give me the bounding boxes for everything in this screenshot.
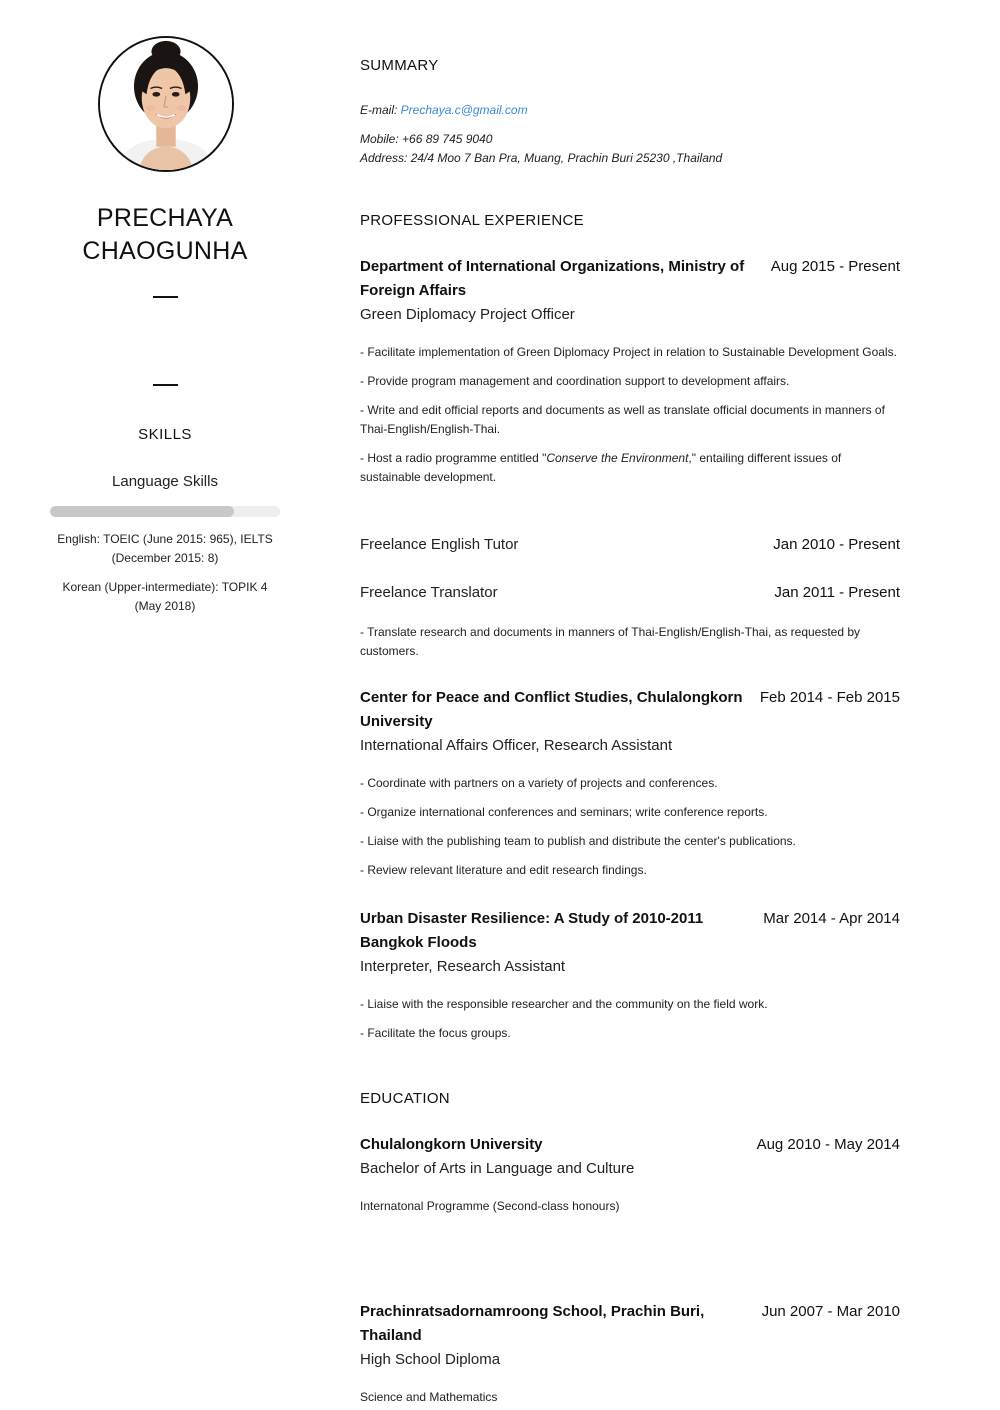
entry-role: Interpreter, Research Assistant bbox=[360, 958, 566, 975]
education-note: Science and Mathematics bbox=[360, 1390, 498, 1404]
bullet-item: - Review relevant literature and edit research findings. bbox=[360, 863, 647, 877]
entry-organization: Center for Peace and Conflict Studies, Chulalongkorn University bbox=[360, 689, 743, 730]
entry-date: Jan 2010 - Present bbox=[773, 536, 900, 553]
profile-portrait-image bbox=[100, 38, 232, 170]
bullet-text: - Host a radio programme entitled " bbox=[360, 451, 547, 465]
experience-entry bbox=[360, 907, 900, 1053]
profile-photo bbox=[98, 36, 234, 172]
entry-organization: Prachinratsadornamroong School, Prachin Buri, Thailand bbox=[360, 1303, 705, 1344]
summary-heading: SUMMARY bbox=[360, 57, 439, 74]
skill-notes bbox=[50, 530, 280, 626]
bullet-item: - Liaise with the responsible researcher and the community on the field work. bbox=[360, 997, 768, 1011]
email-label: E-mail: bbox=[360, 103, 401, 117]
contact-email bbox=[360, 101, 900, 120]
entry-date: Jun 2007 - Mar 2010 bbox=[761, 1303, 900, 1320]
bullet-item: - Coordinate with partners on a variety of projects and conferences. bbox=[360, 776, 718, 790]
profile-last-name: CHAOGUNHA bbox=[82, 237, 248, 265]
entry-role: International Affairs Officer, Research Assistant bbox=[360, 737, 673, 754]
profile-name bbox=[50, 202, 280, 268]
entry-bullets bbox=[360, 343, 900, 487]
entry-role: Freelance English Tutor bbox=[360, 536, 519, 553]
education-entry bbox=[360, 1133, 900, 1226]
experience-entry bbox=[360, 581, 900, 671]
experience-entry bbox=[360, 255, 900, 497]
entry-notes bbox=[360, 1197, 900, 1216]
entry-bullets bbox=[360, 623, 900, 661]
entry-organization: Chulalongkorn University bbox=[360, 1136, 543, 1153]
skill-level-fill bbox=[50, 506, 234, 517]
contact-info bbox=[360, 101, 900, 168]
entry-notes bbox=[360, 1388, 900, 1407]
entry-degree: High School Diploma bbox=[360, 1351, 501, 1368]
skill-level-bar bbox=[50, 506, 280, 517]
divider bbox=[153, 296, 178, 298]
skill-note: Korean (Upper-intermediate): TOPIK 4 (May 2018) bbox=[62, 580, 268, 613]
entry-date: Aug 2010 - May 2014 bbox=[756, 1136, 900, 1153]
entry-date: Aug 2015 - Present bbox=[770, 258, 900, 275]
skills-heading: SKILLS bbox=[138, 426, 192, 443]
bullet-text: ," entailing different issues of sustainable development. bbox=[360, 451, 842, 484]
skill-name: Language Skills bbox=[112, 473, 218, 490]
bullet-item: - Liaise with the publishing team to publish and distribute the center's publications. bbox=[360, 834, 796, 848]
bullet-item: - Write and edit official reports and documents as well as translate official documents in manners of Thai-English/English-Thai. bbox=[360, 403, 885, 436]
email-link[interactable]: Prechaya.c@gmail.com bbox=[400, 103, 528, 117]
entry-bullets bbox=[360, 774, 900, 880]
experience-entry bbox=[360, 686, 900, 890]
contact-mobile: Mobile: +66 89 745 9040 bbox=[360, 132, 493, 146]
entry-organization: Urban Disaster Resilience: A Study of 2010-2011 Bangkok Floods bbox=[360, 910, 704, 951]
entry-role: Freelance Translator bbox=[360, 584, 498, 601]
bullet-item bbox=[360, 449, 900, 487]
experience-entry bbox=[360, 533, 900, 557]
bullet-item: - Facilitate the focus groups. bbox=[360, 1026, 511, 1040]
divider bbox=[153, 384, 178, 386]
education-entry bbox=[360, 1300, 900, 1410]
skill-note: English: TOEIC (June 2015: 965), IELTS (December 2015: 8) bbox=[57, 532, 273, 565]
entry-role: Green Diplomacy Project Officer bbox=[360, 306, 575, 323]
bullet-item: - Provide program management and coordination support to development affairs. bbox=[360, 374, 790, 388]
bullet-item: - Organize international conferences and seminars; write conference reports. bbox=[360, 805, 768, 819]
contact-address: Address: 24/4 Moo 7 Ban Pra, Muang, Prachin Buri 25230 ,Thailand bbox=[360, 151, 723, 165]
bullet-item: - Facilitate implementation of Green Diplomacy Project in relation to Sustainable Development Goals. bbox=[360, 345, 897, 359]
education-heading: EDUCATION bbox=[360, 1090, 450, 1107]
entry-date: Feb 2014 - Feb 2015 bbox=[759, 689, 900, 706]
bullet-italic-title: Conserve the Environment bbox=[546, 451, 689, 465]
entry-date: Jan 2011 - Present bbox=[774, 584, 900, 601]
bullet-item: - Translate research and documents in manners of Thai-English/English-Thai, as requested by customers. bbox=[360, 625, 861, 658]
experience-heading: PROFESSIONAL EXPERIENCE bbox=[360, 212, 584, 229]
entry-organization: Department of International Organizations, Ministry of Foreign Affairs bbox=[360, 258, 745, 299]
entry-bullets bbox=[360, 995, 900, 1043]
education-note: Internatonal Programme (Second-class honours) bbox=[360, 1199, 620, 1213]
profile-first-name: PRECHAYA bbox=[96, 204, 234, 232]
entry-date: Mar 2014 - Apr 2014 bbox=[763, 910, 900, 927]
entry-degree: Bachelor of Arts in Language and Culture bbox=[360, 1160, 635, 1177]
